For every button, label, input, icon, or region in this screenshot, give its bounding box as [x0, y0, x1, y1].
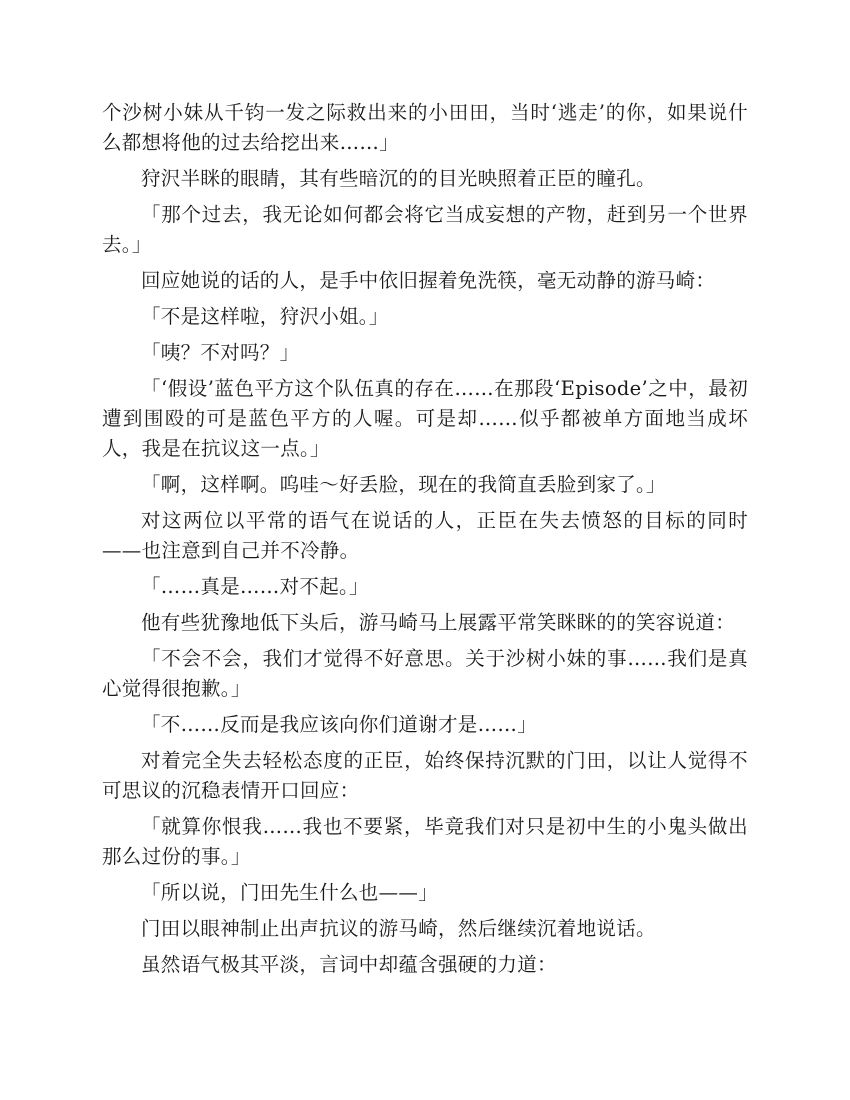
paragraph-3: 「那个过去，我无论如何都会将它当成妄想的产物，赶到另一个世界去。」	[102, 203, 748, 256]
paragraph-8: 「啊，这样啊。呜哇～好丢脸，现在的我简直丢脸到家了。」	[141, 473, 666, 496]
paragraph-17: 门田以眼神制止出声抗议的游马崎，然后继续沉着地说话。	[141, 917, 656, 940]
paragraph-13: 「不……反而是我应该向你们道谢才是……」	[141, 713, 537, 736]
paragraph-11: 他有些犹豫地低下头后，游马崎马上展露平常笑眯眯的的笑容说道：	[141, 611, 736, 634]
paragraph-15: 「就算你恨我……我也不要紧，毕竟我们对只是初中生的小鬼头做出那么过份的事。」	[102, 815, 748, 868]
document-page	[102, 98, 748, 986]
paragraph-6: 「咦？不对吗？」	[141, 341, 300, 364]
paragraph-12: 「不会不会，我们才觉得不好意思。关于沙树小妹的事……我们是真心觉得很抱歉。」	[102, 647, 748, 700]
paragraph-10: 「……真是……对不起。」	[141, 575, 369, 598]
paragraph-18: 虽然语气极其平淡，言词中却蕴含强硬的力道：	[141, 953, 557, 976]
paragraph-9: 对这两位以平常的语气在说话的人，正臣在失去愤怒的目标的同时——也注意到自己并不冷静。	[102, 509, 748, 562]
paragraph-5: 「不是这样啦，狩沢小姐。」	[141, 305, 389, 328]
paragraph-4: 回应她说的话的人，是手中依旧握着免洗筷，毫无动静的游马崎：	[141, 269, 716, 292]
paragraph-2: 狩沢半眯的眼睛，其有些暗沉的的目光映照着正臣的瞳孔。	[141, 167, 656, 190]
paragraph-14: 对着完全失去轻松态度的正臣，始终保持沉默的门田，以让人觉得不可思议的沉稳表情开口回应：	[102, 749, 748, 802]
paragraph-16: 「所以说，门田先生什么也——」	[141, 881, 438, 904]
paragraph-1: 个沙树小妹从千钧一发之际救出来的小田田，当时‘逃走’的你，如果说什么都想将他的过去给挖出来……」	[102, 101, 748, 154]
paragraph-7: 「‘假设’蓝色平方这个队伍真的存在……在那段‘Episode’之中，最初遭到围殴的可是蓝色平方的人喔。可是却……似乎都被单方面地当成坏人，我是在抗议这一点。」	[102, 377, 748, 460]
